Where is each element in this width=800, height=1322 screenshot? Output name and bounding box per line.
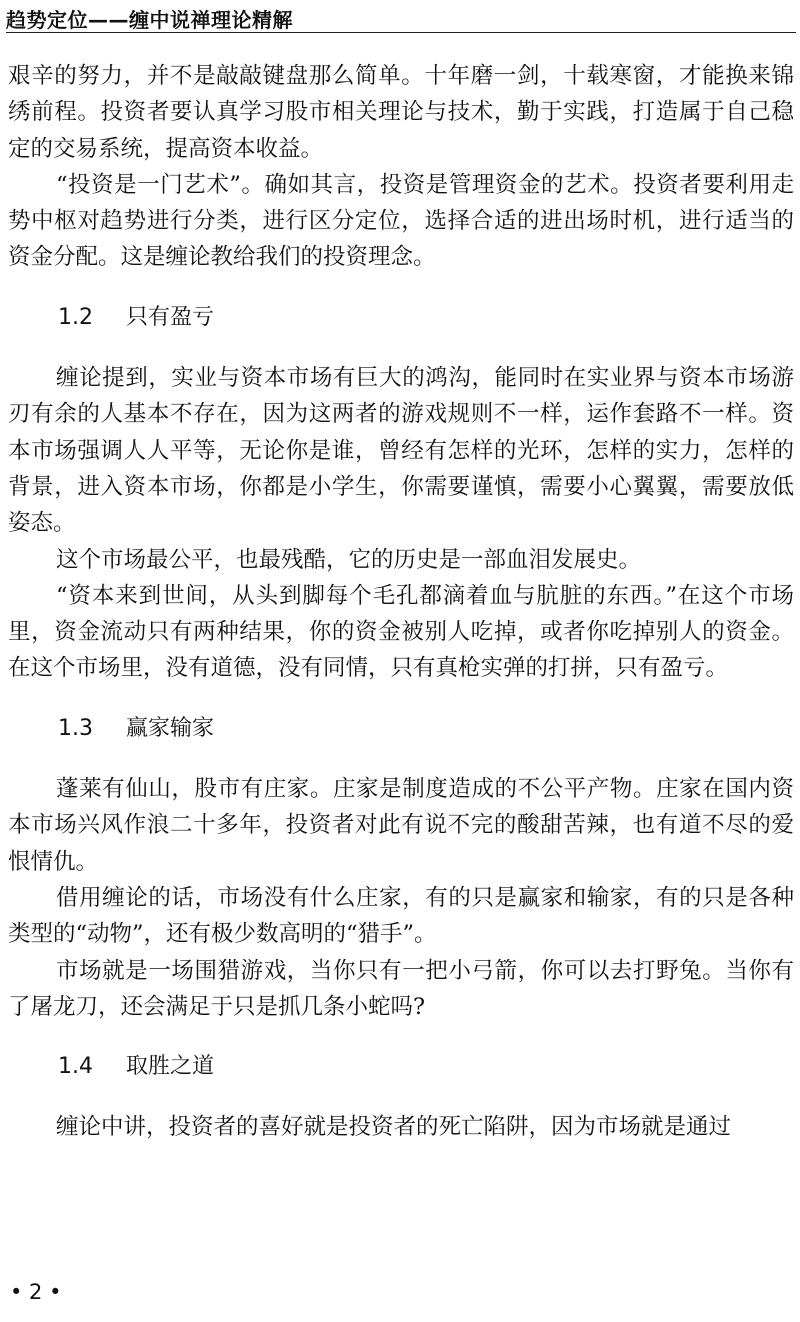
paragraph: 这个市场最公平，也最残酷，它的历史是一部血泪发展史。 bbox=[56, 546, 642, 573]
paragraph: 缠论提到，实业与资本市场有巨大的鸿沟，能同时在实业界与资本市场游刃有余的人基本不存在，因为这两者的游戏规则不一样，运作套路不一样。资本市场强调人人平等，无论你是谁，曾经有怎样的光环，怎样的实力，怎样的背景，进入资本市场，你都是小学生，你需要谨慎，需要小心翼翼，需要放低姿态。 bbox=[8, 365, 794, 537]
paragraph: 蓬莱有仙山，股市有庄家。庄家是制度造成的不公平产物。庄家在国内资本市场兴风作浪二十多年，投资者对此有说不完的酸甜苦辣，也有道不尽的爱恨情仇。 bbox=[8, 776, 794, 875]
section-number: 1.4 bbox=[58, 1054, 93, 1080]
section-number: 1.2 bbox=[58, 304, 93, 330]
section-title: 取胜之道 bbox=[126, 1054, 215, 1080]
paragraph: 艰辛的努力，并不是敲敲键盘那么简单。十年磨一剑，十载寒窗，才能换来锦绣前程。投资者要认真学习股市相关理论与技术，勤于实践，打造属于自己稳定的交易系统，提高资本收益。 bbox=[8, 63, 794, 162]
section-heading-1-2 bbox=[8, 300, 794, 336]
book-title: 趋势定位——缠中说禅理论精解 bbox=[6, 8, 293, 32]
paragraph: 缠论中讲，投资者的喜好就是投资者的死亡陷阱，因为市场就是通过 bbox=[56, 1114, 732, 1141]
section-title: 只有盈亏 bbox=[126, 304, 215, 330]
page-number: • 2 • bbox=[10, 1280, 62, 1304]
section-heading-1-3 bbox=[8, 711, 794, 747]
paragraph: “资本来到世间，从头到脚每个毛孔都滴着血与肮脏的东西。”在这个市场里，资金流动只有两种结果，你的资金被别人吃掉，或者你吃掉别人的资金。在这个市场里，没有道德，没有同情，只有真枪实弹的打拼，只有盈亏。 bbox=[8, 582, 794, 682]
section-heading-1-4 bbox=[8, 1049, 794, 1085]
paragraph: 市场就是一场围猎游戏，当你只有一把小弓箭，你可以去打野兔。当你有了屠龙刀，还会满足于只是抓几条小蛇吗? bbox=[8, 957, 794, 1020]
paragraph: 借用缠论的话，市场没有什么庄家，有的只是赢家和输家，有的只是各种类型的“动物”，还有极少数高明的“猎手”。 bbox=[8, 884, 794, 948]
paragraph: “投资是一门艺术”。确如其言，投资是管理资金的艺术。投资者要利用走势中枢对趋势进行分类，进行区分定位，选择合适的进出场时机，进行适当的资金分配。这是缠论教给我们的投资理念。 bbox=[8, 171, 794, 271]
section-title: 赢家输家 bbox=[126, 715, 215, 741]
page-body bbox=[8, 58, 794, 1146]
section-number: 1.3 bbox=[58, 715, 93, 741]
running-header bbox=[6, 0, 796, 33]
